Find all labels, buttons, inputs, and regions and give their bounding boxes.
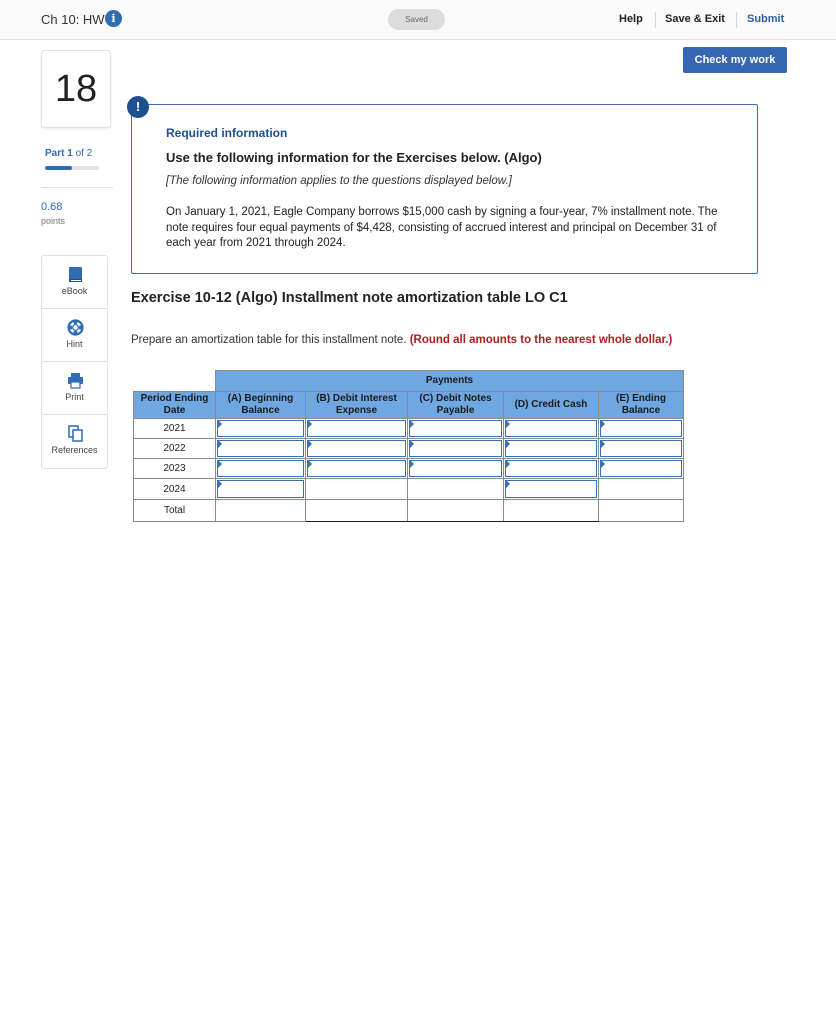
printer-icon <box>67 372 84 389</box>
table-row <box>134 459 684 479</box>
interest-expense-cell <box>306 479 408 500</box>
beginning-balance-cell[interactable] <box>216 439 306 459</box>
required-info-subtitle: Use the following information for the Exercises below. (Algo) <box>166 150 542 165</box>
interest-expense-cell[interactable] <box>306 459 408 479</box>
beginning-balance-cell[interactable] <box>216 459 306 479</box>
divider <box>41 187 113 188</box>
references-button[interactable] <box>42 415 107 468</box>
top-bar <box>0 0 836 40</box>
check-my-work-button[interactable]: Check my work <box>683 47 787 73</box>
info-icon[interactable]: i <box>105 10 122 27</box>
exercise-instruction <box>131 334 672 346</box>
total-cell <box>216 500 306 522</box>
submit-link[interactable]: Submit <box>747 13 785 25</box>
interest-expense-cell[interactable] <box>306 439 408 459</box>
table-row <box>134 419 684 439</box>
total-cash-cell <box>504 500 599 522</box>
notes-payable-cell[interactable] <box>408 419 504 439</box>
credit-cash-cell[interactable] <box>504 419 599 439</box>
column-header: Period Ending Date <box>134 392 216 419</box>
table-corner <box>134 371 216 392</box>
help-link[interactable]: Help <box>619 13 643 25</box>
divider <box>736 12 737 28</box>
ending-balance-cell[interactable] <box>599 459 684 479</box>
amount-input[interactable] <box>217 480 304 498</box>
part-progress-fill <box>45 166 72 170</box>
save-exit-link[interactable]: Save & Exit <box>665 13 725 25</box>
notes-payable-cell <box>408 479 504 500</box>
amount-input[interactable] <box>505 460 597 477</box>
part-current: Part 1 <box>45 148 73 159</box>
column-header: (A) Beginning Balance <box>216 392 306 419</box>
amount-input[interactable] <box>217 420 304 437</box>
hint-button[interactable] <box>42 309 107 362</box>
amount-input[interactable] <box>600 460 682 477</box>
total-interest-cell <box>306 500 408 522</box>
lifebuoy-icon <box>67 319 84 336</box>
exercise-title: Exercise 10-12 (Algo) Installment note amortization table LO C1 <box>131 290 568 306</box>
row-label: 2023 <box>134 459 216 479</box>
row-label: 2022 <box>134 439 216 459</box>
notes-payable-cell[interactable] <box>408 459 504 479</box>
notes-payable-cell[interactable] <box>408 439 504 459</box>
ending-balance-cell <box>599 479 684 500</box>
print-label: Print <box>65 392 84 402</box>
amount-input[interactable] <box>600 440 682 457</box>
ending-balance-cell[interactable] <box>599 439 684 459</box>
row-label: 2024 <box>134 479 216 500</box>
assignment-title: Ch 10: HW <box>41 12 105 27</box>
row-label: 2021 <box>134 419 216 439</box>
amount-input[interactable] <box>409 460 502 477</box>
row-label: Total <box>134 500 216 522</box>
amortization-table <box>133 370 684 522</box>
beginning-balance-cell[interactable] <box>216 479 306 500</box>
amount-input[interactable] <box>307 420 406 437</box>
tools-panel <box>41 255 108 469</box>
ebook-button[interactable] <box>42 256 107 309</box>
saved-status-badge: Saved <box>388 9 445 30</box>
total-cell <box>599 500 684 522</box>
required-info-body: On January 1, 2021, Eagle Company borrows $15,000 cash by signing a four-year, 7% installment note. The note requires four equal payments of $4,428, consisting of accrued interest and principal on December 31 of each year from 2021 through 2024. <box>166 206 718 249</box>
amount-input[interactable] <box>307 460 406 477</box>
question-number: 18 <box>41 50 111 128</box>
amount-input[interactable] <box>505 440 597 457</box>
column-header: (C) Debit Notes Payable <box>408 392 504 419</box>
part-progress-bar <box>45 166 99 170</box>
credit-cash-cell[interactable] <box>504 479 599 500</box>
column-header: (E) Ending Balance <box>599 392 684 419</box>
payments-group-header: Payments <box>216 371 684 392</box>
book-icon <box>67 266 84 283</box>
ending-balance-cell[interactable] <box>599 419 684 439</box>
alert-icon: ! <box>127 96 149 118</box>
amount-input[interactable] <box>505 420 597 437</box>
part-total: of 2 <box>75 148 93 159</box>
instruction-text: Prepare an amortization table for this installment note. <box>131 334 407 346</box>
divider <box>655 12 656 28</box>
documents-icon <box>67 425 84 442</box>
credit-cash-cell[interactable] <box>504 439 599 459</box>
column-header: (B) Debit Interest Expense <box>306 392 408 419</box>
print-button[interactable] <box>42 362 107 415</box>
amount-input[interactable] <box>307 440 406 457</box>
amount-input[interactable] <box>409 420 502 437</box>
table-row <box>134 500 684 522</box>
hint-label: Hint <box>66 339 83 349</box>
references-label: References <box>51 445 98 455</box>
interest-expense-cell[interactable] <box>306 419 408 439</box>
amount-input[interactable] <box>409 440 502 457</box>
beginning-balance-cell[interactable] <box>216 419 306 439</box>
table-row <box>134 479 684 500</box>
required-info-note: [The following information applies to the questions displayed below.] <box>166 175 512 187</box>
amount-input[interactable] <box>217 440 304 457</box>
part-indicator[interactable] <box>45 148 92 159</box>
amount-input[interactable] <box>505 480 597 498</box>
credit-cash-cell[interactable] <box>504 459 599 479</box>
column-header: (D) Credit Cash <box>504 392 599 419</box>
amount-input[interactable] <box>217 460 304 477</box>
ebook-label: eBook <box>61 286 88 296</box>
instruction-emphasis: (Round all amounts to the nearest whole dollar.) <box>409 334 673 346</box>
points-value: 0.68 <box>41 201 63 213</box>
points-label: points <box>41 216 66 226</box>
total-notes-payable-cell <box>408 500 504 522</box>
amount-input[interactable] <box>600 420 682 437</box>
table-row <box>134 439 684 459</box>
required-info-title: Required information <box>166 126 288 140</box>
